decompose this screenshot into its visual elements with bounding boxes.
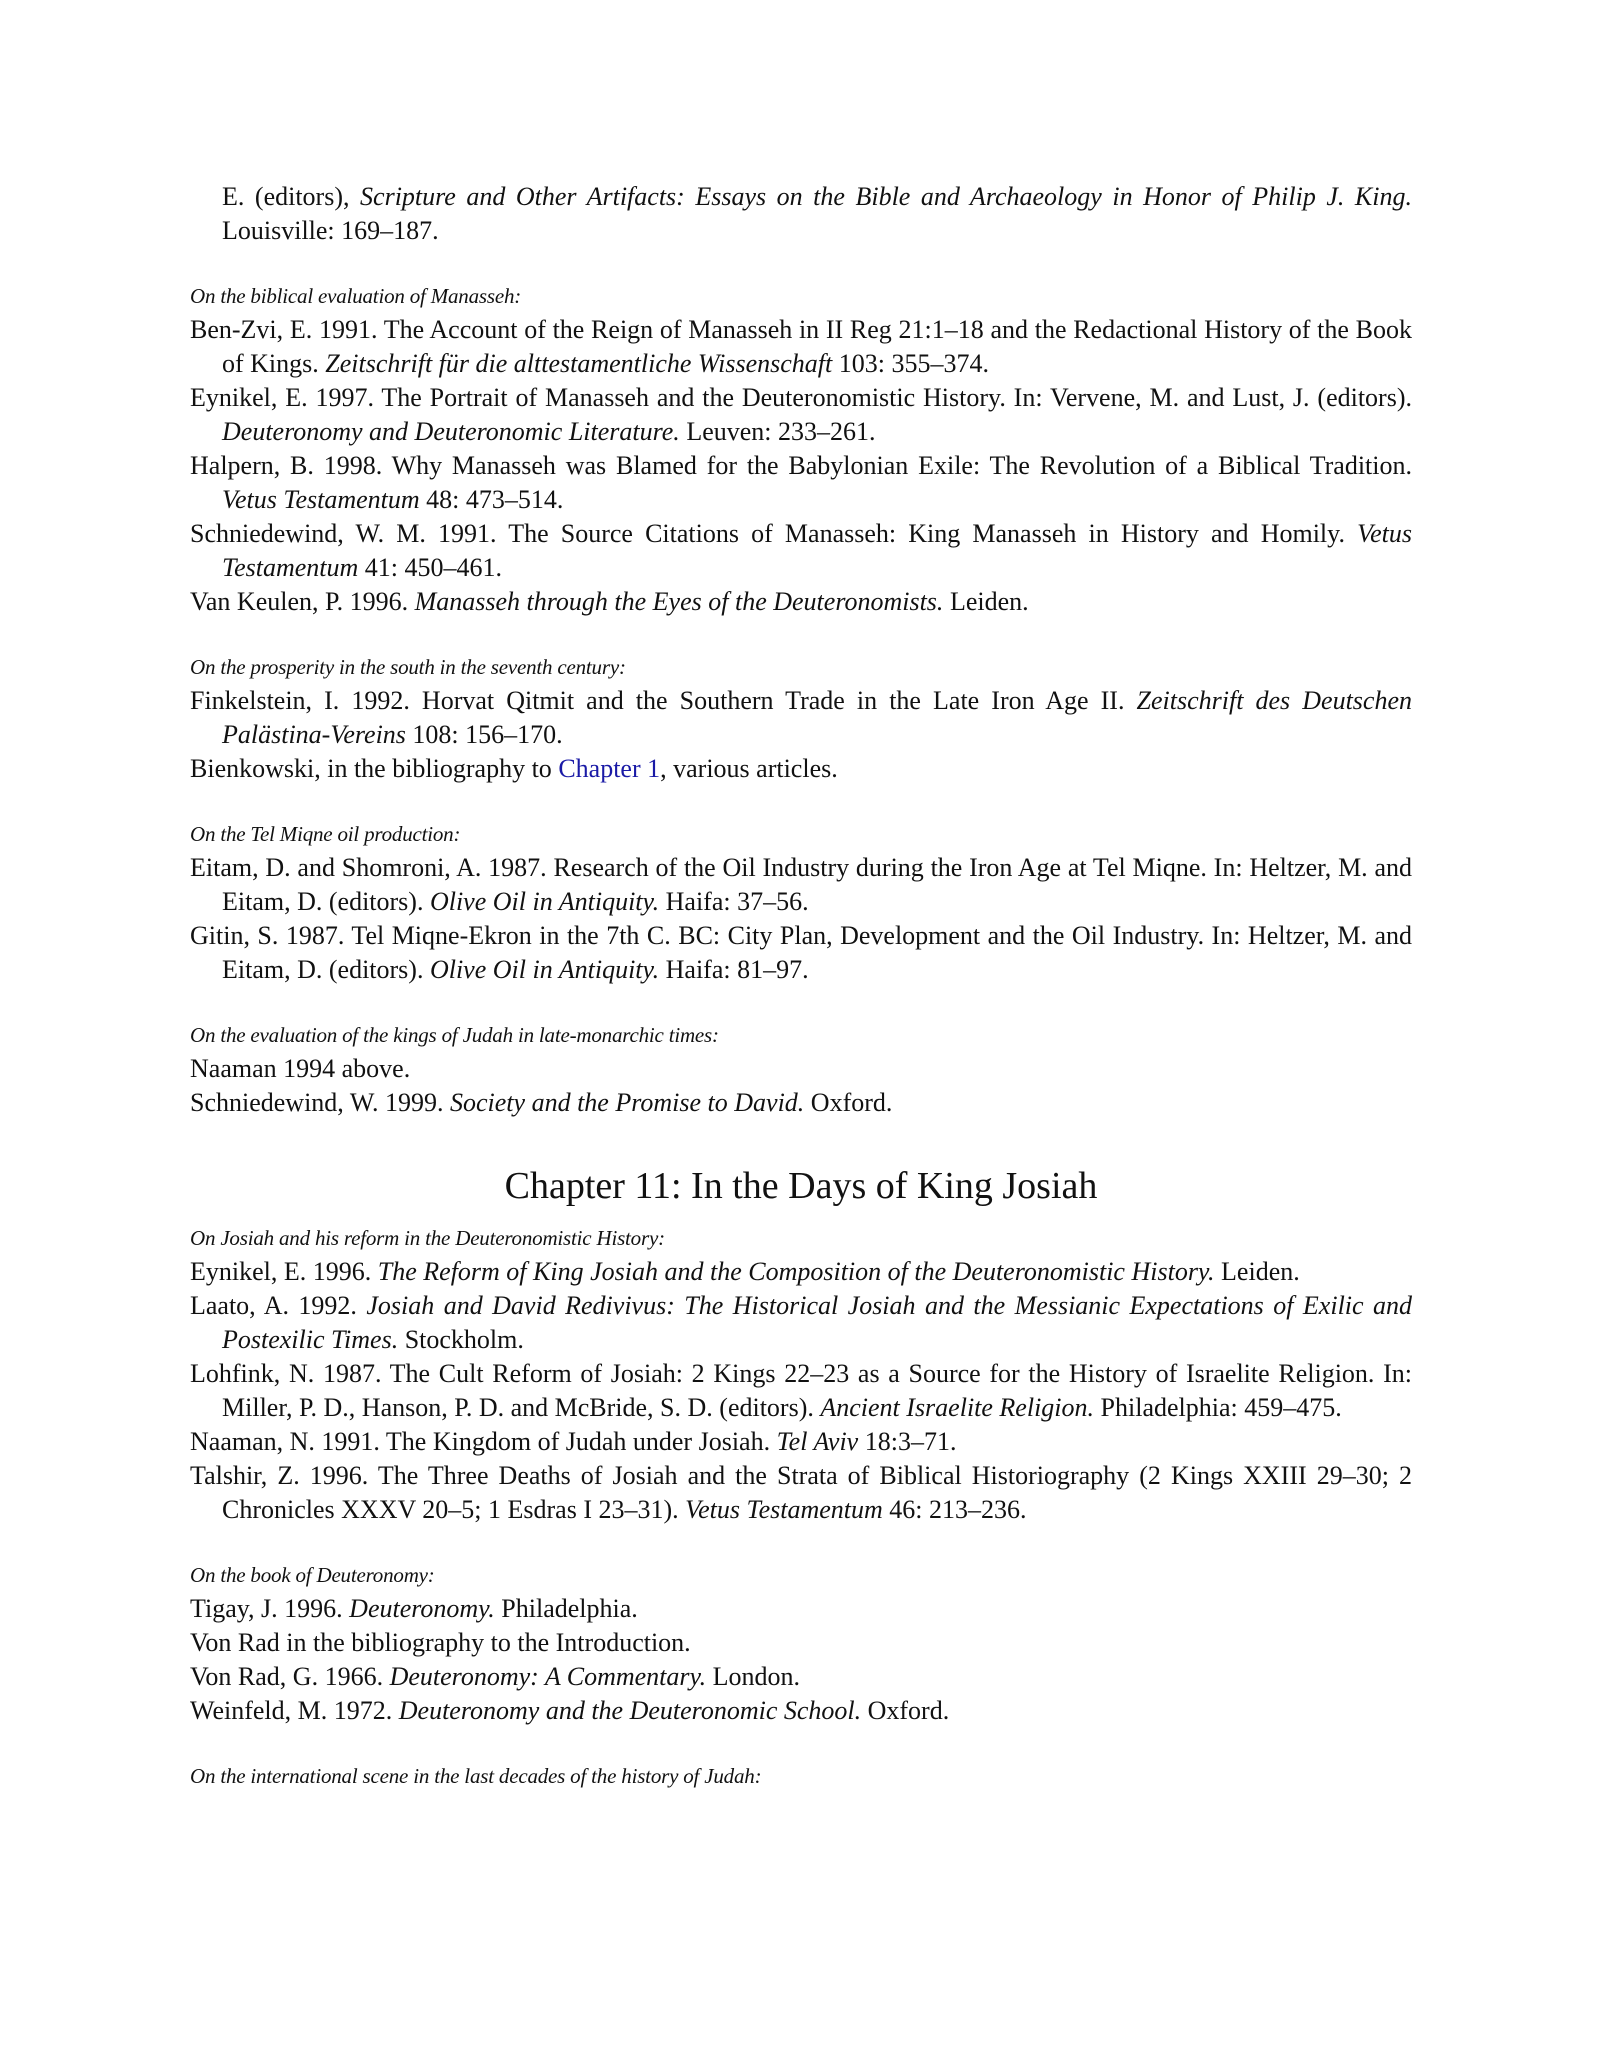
chapter-heading: Chapter 11: In the Days of King Josiah <box>504 1165 1098 1207</box>
entry-text: Leiden. <box>1214 1257 1300 1286</box>
entry-text: 48: 473–514. <box>419 485 564 514</box>
entry-text: Philadelphia: 459–475. <box>1094 1393 1342 1422</box>
section-heading: On the biblical evaluation of Manasseh: <box>190 284 522 308</box>
bibliography-entry <box>190 1255 1412 1289</box>
entry-title: Manasseh through the Eyes of the Deuteronomists. <box>414 587 944 616</box>
bibliography-section <box>190 1561 1412 1728</box>
entry-text: Haifa: 81–97. <box>659 955 809 984</box>
entry-title: Ancient Israelite Religion. <box>820 1393 1095 1422</box>
entry-text: Finkelstein, I. 1992. Horvat Qitmit and the Southern Trade in the Late Iron Age II. <box>190 686 1137 715</box>
bibliography-entry <box>190 585 1412 619</box>
continued-entry: E. (editors), Scripture and Other Artifacts: Essays on the Bible and Archaeology in Honor of Philip J. King. Louisville: 169–187. <box>222 182 1412 245</box>
bibliography-section <box>190 1762 1412 1790</box>
entry-text: Bienkowski, in the bibliography to <box>190 754 559 783</box>
sections-after-chapter <box>190 1224 1412 1790</box>
entry-text: Eynikel, E. 1997. The Portrait of Manasseh and the Deuteronomistic History. In: Vervene, M. and Lust, J. (editors). <box>190 383 1412 412</box>
entry-text: Eynikel, E. 1996. <box>190 1257 378 1286</box>
entry-text: Naaman 1994 above. <box>190 1054 411 1083</box>
bibliography-entry <box>190 1459 1412 1527</box>
entry-text: Talshir, Z. 1996. The Three Deaths of Josiah and the Strata of Biblical Historiography (2 Kings XXIII 29–30; 2 Chronicles XXXV 20–5; 1 Esdras I 23–31). <box>190 1461 1412 1524</box>
bibliography-section <box>190 653 1412 786</box>
bibliography-entry <box>190 1626 1412 1660</box>
bibliography-entry <box>190 1425 1412 1459</box>
bibliography-entry <box>190 1086 1412 1120</box>
bibliography-entry <box>190 752 1412 786</box>
entry-title: Vetus Testamentum <box>222 519 1412 582</box>
bibliography-page <box>190 180 1412 1793</box>
entry-title: Society and the Promise to David. <box>450 1088 805 1117</box>
bibliography-entry <box>190 1357 1412 1425</box>
entry-text: Schniedewind, W. 1999. <box>190 1088 450 1117</box>
entry-text: 108: 156–170. <box>405 720 563 749</box>
bibliography-entry <box>190 381 1412 449</box>
entry-text: 18:3–71. <box>858 1427 957 1456</box>
entry-text: Philadelphia. <box>494 1594 638 1623</box>
entry-text: Tigay, J. 1996. <box>190 1594 350 1623</box>
entry-text: London. <box>706 1662 801 1691</box>
bibliography-entry <box>190 1052 1412 1086</box>
entry-title: Vetus Testamentum <box>222 485 420 514</box>
bibliography-section <box>190 282 1412 619</box>
bibliography-entry <box>190 1592 1412 1626</box>
entry-text: Laato, A. 1992. <box>190 1291 367 1320</box>
entry-text: 41: 450–461. <box>358 553 503 582</box>
entry-text: Naaman, N. 1991. The Kingdom of Judah under Josiah. <box>190 1427 777 1456</box>
entry-title: The Reform of King Josiah and the Composition of the Deuteronomistic History. <box>377 1257 1215 1286</box>
entry-title: Josiah and David Redivivus: The Historical Josiah and the Messianic Expectations of Exilic and Postexilic Times. <box>222 1291 1412 1354</box>
entry-title: Scripture and Other Artifacts: Essays on the Bible and Archaeology in Honor of Philip J. King. <box>360 182 1412 211</box>
entry-text: Halpern, B. 1998. Why Manasseh was Blamed for the Babylonian Exile: The Revolution of a Biblical Tradition. <box>190 451 1412 480</box>
entry-text: Leuven: 233–261. <box>679 417 876 446</box>
entry-text: Von Rad, G. 1966. <box>190 1662 390 1691</box>
entry-title: Deuteronomy: A Commentary. <box>389 1662 707 1691</box>
section-heading: On the prosperity in the south in the seventh century: <box>190 655 626 679</box>
entry-title: Deuteronomy and the Deuteronomic School. <box>398 1696 862 1725</box>
entry-text: Haifa: 37–56. <box>659 887 809 916</box>
entry-title: Deuteronomy. <box>349 1594 495 1623</box>
entry-text: Von Rad in the bibliography to the Introduction. <box>190 1628 691 1657</box>
bibliography-entry <box>190 1289 1412 1357</box>
entry-text: Gitin, S. 1987. Tel Miqne-Ekron in the 7th C. BC: City Plan, Development and the Oil Industry. In: Heltzer, M. and Eitam, D. (editors). <box>190 921 1412 984</box>
entry-text: Ben-Zvi, E. 1991. The Account of the Reign of Manasseh in II Reg 21:1–18 and the Redactional History of the Book of Kings. <box>190 315 1412 378</box>
entry-title: Olive Oil in Antiquity. <box>429 955 660 984</box>
entry-text: , various articles. <box>660 754 838 783</box>
entry-title: Zeitschrift des Deutschen Palästina-Vereins <box>222 686 1412 749</box>
entry-text: Oxford. <box>861 1696 950 1725</box>
bibliography-section <box>190 1021 1412 1120</box>
entry-text: Oxford. <box>804 1088 893 1117</box>
entry-title: Olive Oil in Antiquity. <box>429 887 660 916</box>
entry-text: Van Keulen, P. 1996. <box>190 587 415 616</box>
bibliography-entry <box>190 313 1412 381</box>
entry-title: Deuteronomy and Deuteronomic Literature. <box>222 417 680 446</box>
bibliography-entry <box>190 517 1412 585</box>
section-heading: On Josiah and his reform in the Deuteronomistic History: <box>190 1226 665 1250</box>
bibliography-section <box>190 1224 1412 1527</box>
bibliography-entry <box>190 684 1412 752</box>
chapter-link[interactable]: Chapter 1 <box>558 754 661 783</box>
entry-text: Schniedewind, W. M. 1991. The Source Citations of Manasseh: King Manasseh in History and Homily. <box>190 519 1358 548</box>
section-heading: On the Tel Miqne oil production: <box>190 822 461 846</box>
entry-text: Eitam, D. and Shomroni, A. 1987. Research of the Oil Industry during the Iron Age at Tel Miqne. In: Heltzer, M. and Eitam, D. (editors). <box>190 853 1412 916</box>
entry-title: Tel Aviv <box>776 1427 859 1456</box>
section-heading: On the evaluation of the kings of Judah in late-monarchic times: <box>190 1023 719 1047</box>
sections-before-chapter <box>190 282 1412 1120</box>
chapter-number: 11 <box>634 1165 671 1207</box>
entry-text: 46: 213–236. <box>882 1495 1027 1524</box>
bibliography-entry <box>190 449 1412 517</box>
bibliography-entry <box>190 919 1412 987</box>
entry-title: Vetus Testamentum <box>685 1495 883 1524</box>
bibliography-section <box>190 820 1412 987</box>
section-heading: On the international scene in the last decades of the history of Judah: <box>190 1764 762 1788</box>
entry-text: Stockholm. <box>398 1325 524 1354</box>
entry-text: Lohfink, N. 1987. The Cult Reform of Josiah: 2 Kings 22–23 as a Source for the History of Israelite Religion. In: Miller, P. D., Hanson, P. D. and McBride, S. D. (editors). <box>190 1359 1412 1422</box>
entry-text: 103: 355–374. <box>832 349 989 378</box>
entry-text: Weinfeld, M. 1972. <box>190 1696 399 1725</box>
bibliography-entry <box>190 851 1412 919</box>
entry-text: Leiden. <box>943 587 1029 616</box>
entry-title: Zeitschrift für die alttestamentliche Wissenschaft <box>325 349 833 378</box>
section-heading: On the book of Deuteronomy: <box>190 1563 435 1587</box>
bibliography-entry <box>190 1694 1412 1728</box>
bibliography-entry <box>190 1660 1412 1694</box>
